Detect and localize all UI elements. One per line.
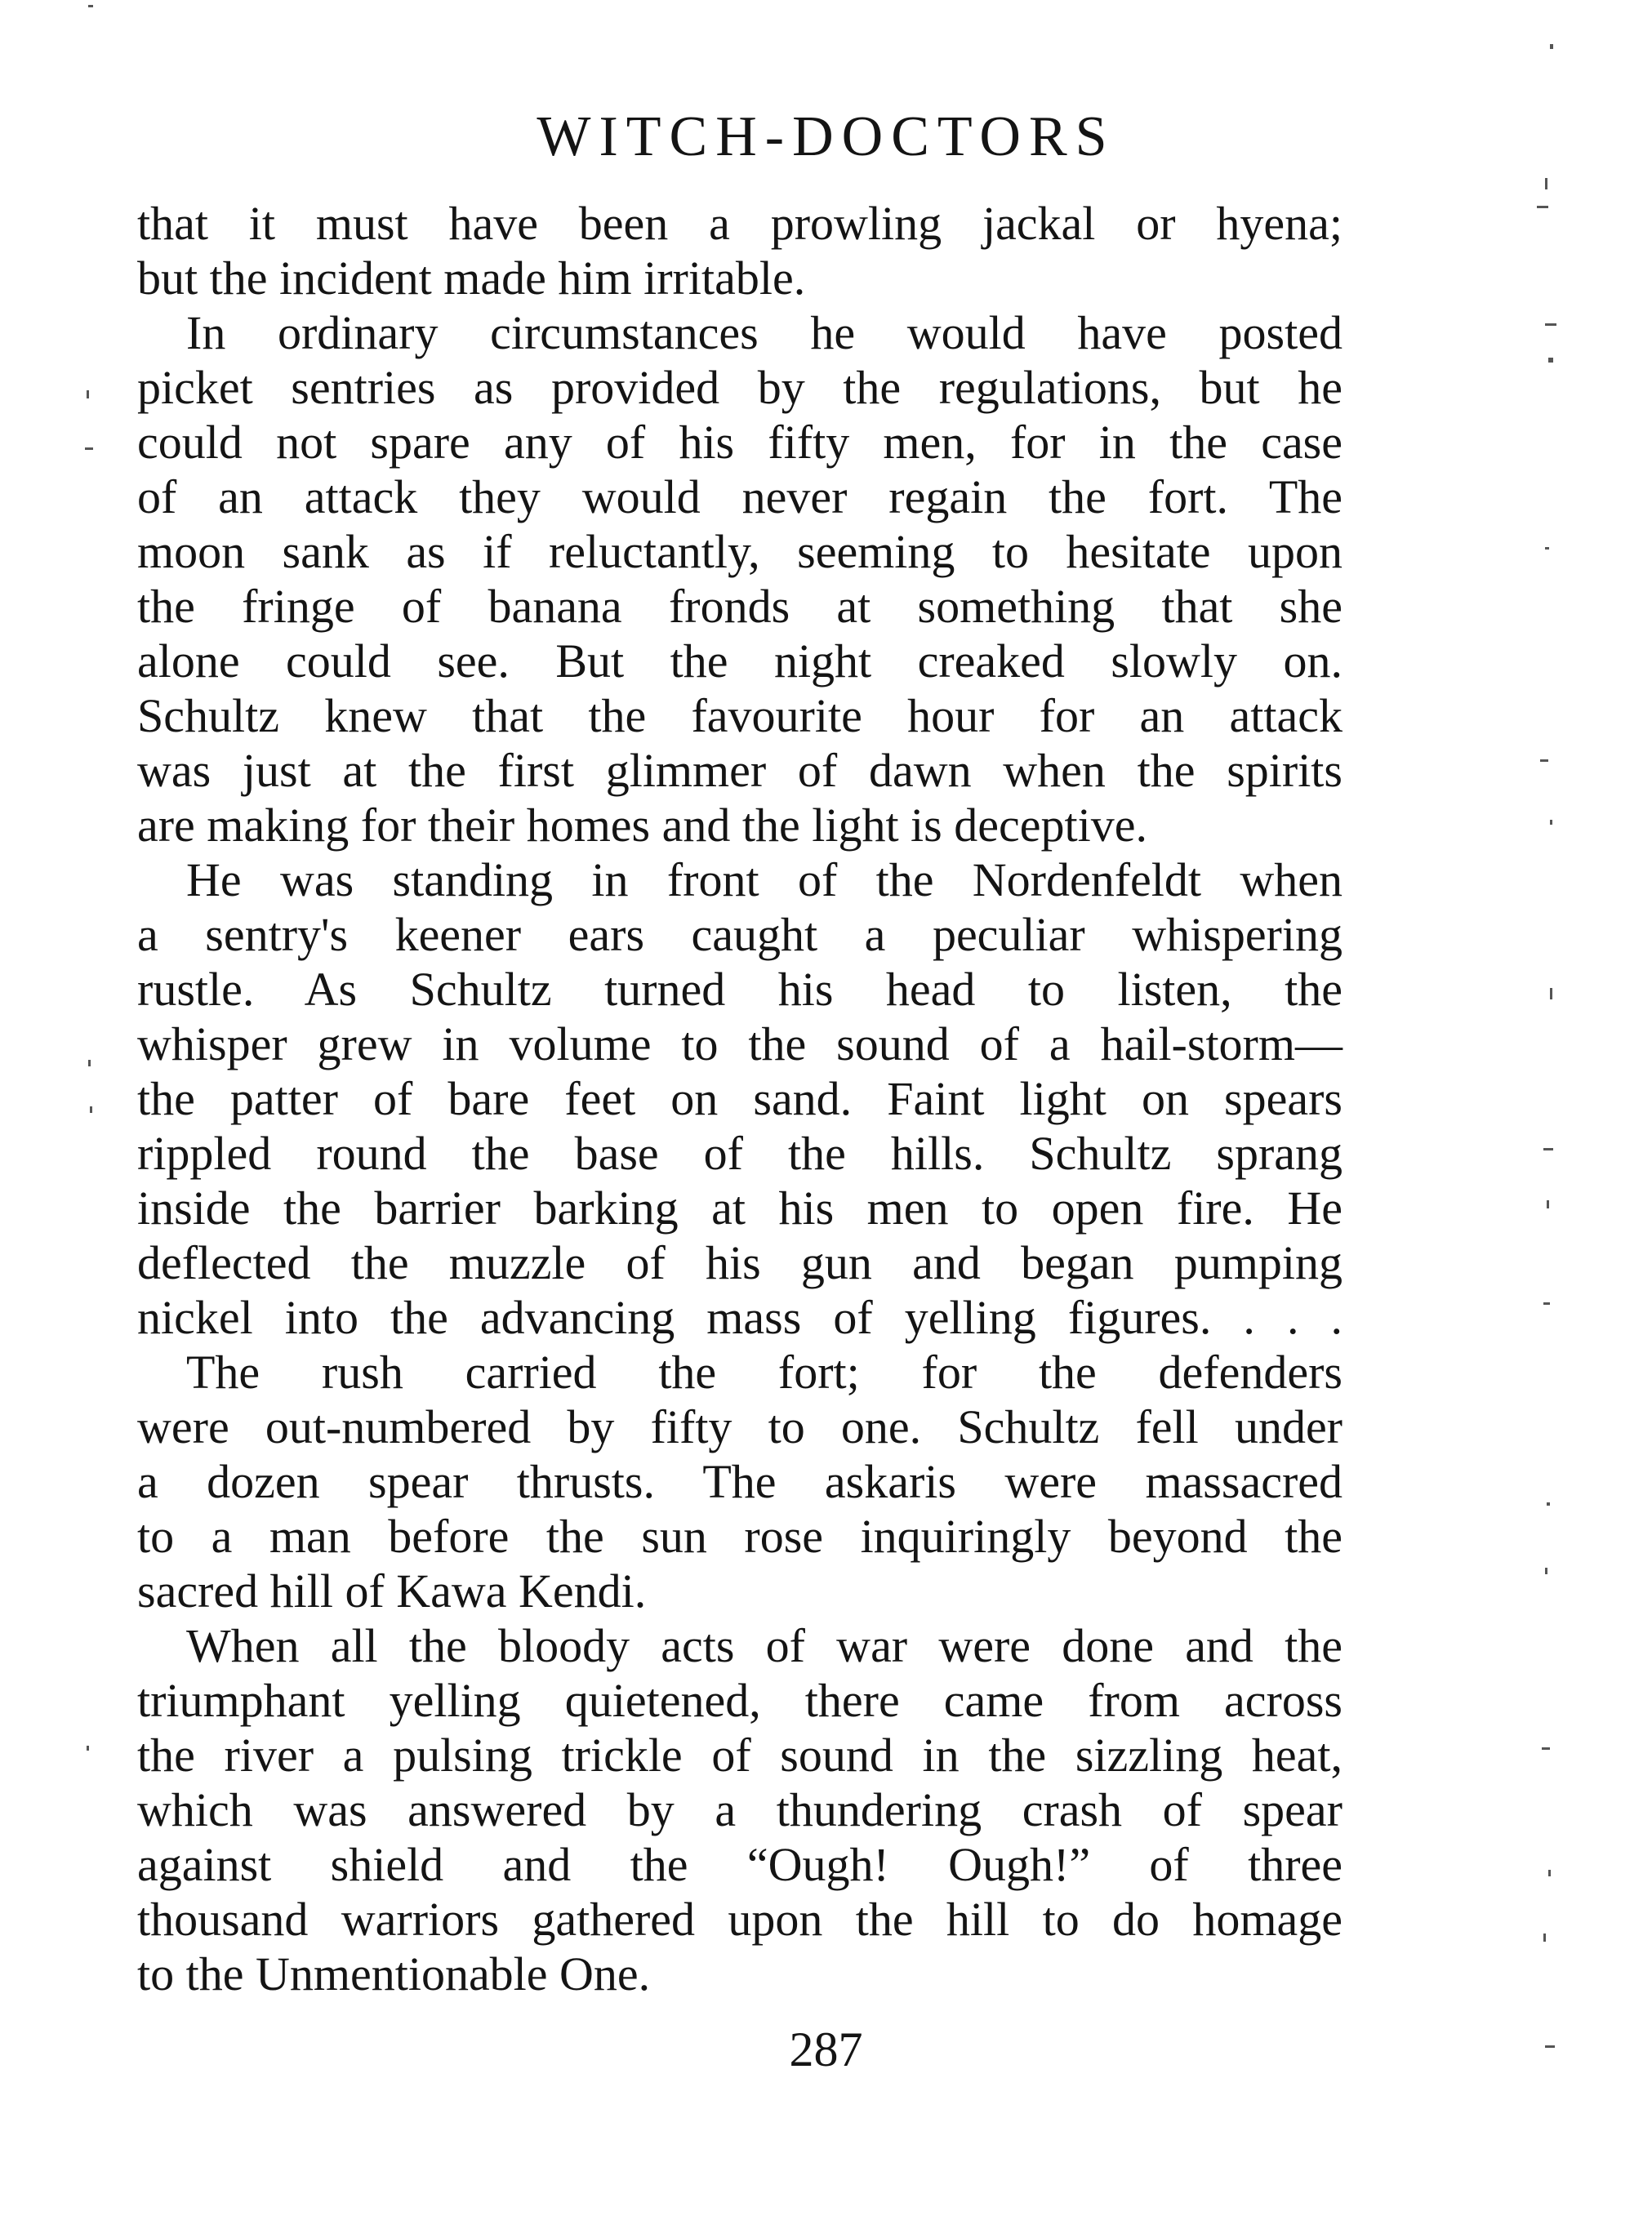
text-line: the fringe of banana fronds at something that she (137, 580, 1343, 633)
scan-speck (87, 390, 89, 398)
paragraph-first-line: The rush carried the fort; for the defenders (186, 1346, 1343, 1399)
text-line: was just at the first glimmer of dawn when the spirits (137, 744, 1343, 797)
scan-speck (1550, 44, 1553, 49)
text-line: of an attack they would never regain the fort. The (137, 470, 1343, 523)
scan-speck (88, 1060, 91, 1066)
text-line: alone could see. But the night creaked slowly on. (137, 634, 1343, 688)
scan-speck (1545, 547, 1549, 550)
scan-speck (85, 447, 93, 450)
scan-speck (1545, 178, 1547, 189)
scan-speck (1547, 1502, 1550, 1506)
paragraph-first-line: In ordinary circumstances he would have posted (186, 306, 1343, 359)
text-line: moon sank as if reluctantly, seeming to hesitate upon (137, 525, 1343, 578)
text-line: nickel into the advancing mass of yelling figures. . . . (137, 1291, 1343, 1344)
text-line: were out-numbered by fifty to one. Schultz fell under (137, 1400, 1343, 1453)
text-line: are making for their homes and the light is deceptive. (137, 799, 1147, 852)
text-line: the river a pulsing trickle of sound in the sizzling heat, (137, 1729, 1343, 1782)
text-line: rippled round the base of the hills. Schultz sprang (137, 1127, 1343, 1180)
scan-speck (1542, 1747, 1550, 1750)
page-number: 287 (789, 2023, 863, 2076)
text-line: triumphant yelling quietened, there came from across (137, 1674, 1343, 1727)
paragraph-first-line: When all the bloody acts of war were done and the (186, 1619, 1343, 1672)
scan-speck (1545, 2045, 1555, 2048)
scan-speck (1543, 1302, 1550, 1305)
scan-speck (1543, 1148, 1553, 1150)
scan-speck (1543, 1934, 1546, 1942)
scan-speck (87, 1746, 89, 1751)
text-line: Schultz knew that the favourite hour for an attack (137, 689, 1343, 742)
scan-speck (1547, 1200, 1549, 1208)
text-line: which was answered by a thundering crash of spear (137, 1783, 1343, 1836)
text-line: inside the barrier barking at his men to open fire. He (137, 1181, 1343, 1235)
text-line: the patter of bare feet on sand. Faint light on spears (137, 1072, 1343, 1125)
text-line: to the Unmentionable One. (137, 1947, 651, 2000)
running-title: WITCH-DOCTORS (537, 105, 1115, 168)
scan-speck (1545, 323, 1556, 326)
text-line: a sentry's keener ears caught a peculiar whispering (137, 908, 1343, 961)
text-line: picket sentries as provided by the regulations, but he (137, 361, 1343, 414)
scan-speck (1545, 1568, 1547, 1574)
scan-speck (1548, 358, 1553, 363)
text-line: that it must have been a prowling jackal or hyena; (137, 197, 1343, 250)
text-line: deflected the muzzle of his gun and began pumping (137, 1236, 1343, 1289)
text-line: to a man before the sun rose inquiringly beyond the (137, 1510, 1343, 1563)
scan-speck (1540, 759, 1548, 762)
text-line: against shield and the “Ough! Ough!” of three (137, 1838, 1343, 1891)
text-line: a dozen spear thrusts. The askaris were massacred (137, 1455, 1343, 1508)
body-text (137, 196, 1343, 2001)
scan-speck (1550, 988, 1552, 999)
scan-speck (90, 1106, 92, 1113)
text-line: sacred hill of Kawa Kendi. (137, 1564, 647, 1618)
text-line: could not spare any of his fifty men, for in the case (137, 416, 1343, 469)
scan-speck (88, 5, 93, 7)
scan-speck (1537, 206, 1548, 208)
scan-speck (1550, 820, 1552, 825)
scan-speck (1548, 1870, 1551, 1876)
text-line: thousand warriors gathered upon the hill to do homage (137, 1893, 1343, 1946)
text-line: rustle. As Schultz turned his head to listen, the (137, 963, 1343, 1016)
text-line: whisper grew in volume to the sound of a hail-storm— (137, 1017, 1343, 1070)
paragraph-first-line: He was standing in front of the Nordenfeldt when (186, 853, 1343, 906)
text-line: but the incident made him irritable. (137, 251, 806, 305)
